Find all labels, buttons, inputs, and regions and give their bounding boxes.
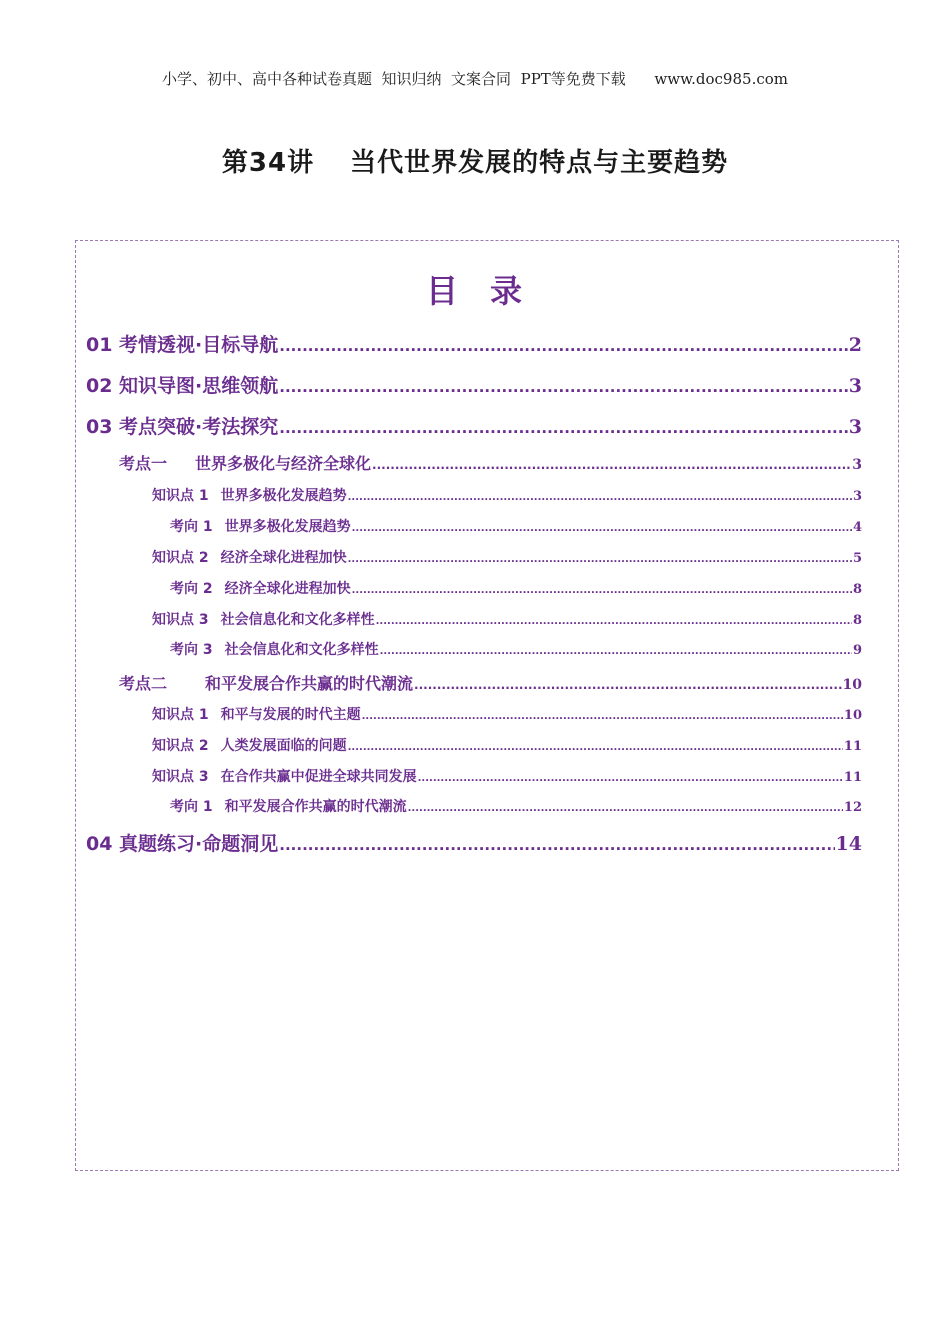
toc-page-number: 3: [848, 416, 862, 438]
toc-item-tag: 知识点 1: [152, 488, 209, 504]
toc-leader: [348, 554, 852, 565]
toc-item-label: 社会信息化和文化多样性: [224, 642, 379, 658]
toc-leader: [279, 419, 847, 437]
toc-item-tag: 知识点 2: [152, 738, 209, 754]
toc-item[interactable]: [152, 704, 862, 724]
toc-point-label: 世界多极化与经济全球化: [195, 454, 372, 473]
toc-leader: [414, 678, 841, 692]
toc-item[interactable]: [152, 766, 862, 786]
toc-page-number: 14: [835, 833, 862, 855]
toc-item-tag: 考向 1: [170, 799, 213, 815]
toc-section-04[interactable]: [86, 829, 862, 856]
toc-page-number: 11: [843, 770, 862, 785]
toc-item-label: 人类发展面临的问题: [220, 738, 347, 754]
toc-page-number: 3: [852, 457, 862, 473]
toc-leader: [372, 458, 851, 472]
toc-item-label: 世界多极化发展趋势: [224, 519, 351, 535]
toc-leader: [380, 646, 852, 657]
toc-section-01[interactable]: [86, 330, 862, 357]
lecture-name: 当代世界发展的特点与主要趋势: [350, 148, 729, 178]
toc-point-tag: 考点二: [119, 674, 168, 693]
lecture-number: 第34讲: [221, 148, 315, 178]
toc-section-label: 03 考点突破·考法探究: [86, 416, 279, 438]
toc-item[interactable]: [170, 796, 862, 816]
toc-section-label: 01 考情透视·目标导航: [86, 334, 279, 356]
toc-leader: [348, 742, 843, 753]
toc-point-tag: 考点一: [119, 454, 168, 473]
toc-page-number: 3: [848, 375, 862, 397]
toc-item-tag: 考向 1: [170, 519, 213, 535]
toc-page-number: 8: [852, 582, 862, 597]
toc-item-tag: 知识点 3: [152, 612, 209, 628]
toc-leader: [348, 492, 852, 503]
toc-leader: [362, 711, 843, 722]
toc-leader: [279, 378, 847, 396]
toc-leader: [279, 337, 847, 355]
toc-heading-char-1: 目: [425, 272, 460, 310]
toc-page-number: 5: [852, 551, 862, 566]
page-header: 小学、初中、高中各种试卷真题 知识归纳 文案合同 PPT等免费下载 www.doc985.com: [161, 70, 788, 88]
toc-point-1[interactable]: [119, 451, 862, 474]
toc-item[interactable]: [152, 547, 862, 567]
toc-item-label: 经济全球化进程加快: [224, 581, 351, 597]
toc-item[interactable]: [170, 516, 862, 536]
toc-page-number: 9: [852, 643, 862, 658]
toc-section-label: 04 真题练习·命题洞见: [86, 833, 279, 855]
toc-item-label: 世界多极化发展趋势: [220, 488, 347, 504]
toc-item-label: 经济全球化进程加快: [220, 550, 347, 566]
toc-page-number: 2: [848, 334, 862, 356]
toc-item[interactable]: [152, 485, 862, 505]
toc-item-label: 社会信息化和文化多样性: [220, 612, 375, 628]
toc-page-number: 3: [852, 489, 862, 504]
toc-item-tag: 知识点 3: [152, 769, 209, 785]
toc-item-tag: 考向 3: [170, 642, 213, 658]
toc-page-number: 4: [852, 520, 862, 535]
page-title: [0, 142, 950, 179]
toc-item[interactable]: [170, 639, 862, 659]
toc-section-02[interactable]: [86, 371, 862, 398]
toc-item[interactable]: [152, 735, 862, 755]
toc-section-03[interactable]: [86, 412, 862, 439]
toc-item-tag: 知识点 1: [152, 707, 209, 723]
toc-item-label: 和平发展合作共赢的时代潮流: [224, 799, 407, 815]
toc-item[interactable]: [152, 609, 862, 629]
toc-item[interactable]: [170, 578, 862, 598]
toc-leader: [279, 836, 834, 854]
toc-page-number: 11: [843, 739, 862, 754]
toc-leader: [408, 803, 843, 814]
toc-item-label: 在合作共赢中促进全球共同发展: [220, 769, 417, 785]
toc-leader: [352, 585, 852, 596]
toc-page-number: 10: [843, 708, 862, 723]
toc-page-number: 8: [852, 613, 862, 628]
toc-point-2[interactable]: [119, 671, 862, 694]
toc-item-label: 和平与发展的时代主题: [220, 707, 361, 723]
toc-page-number: 12: [843, 800, 862, 815]
toc-page-number: 10: [842, 677, 862, 693]
toc-leader: [418, 773, 843, 784]
toc-section-label: 02 知识导图·思维领航: [86, 375, 279, 397]
toc-heading-char-2: 录: [490, 272, 525, 310]
toc-leader: [376, 616, 852, 627]
toc-point-label: 和平发展合作共赢的时代潮流: [205, 674, 414, 693]
toc-leader: [352, 523, 852, 534]
toc-heading: [0, 266, 950, 312]
toc-item-tag: 知识点 2: [152, 550, 209, 566]
toc-item-tag: 考向 2: [170, 581, 213, 597]
